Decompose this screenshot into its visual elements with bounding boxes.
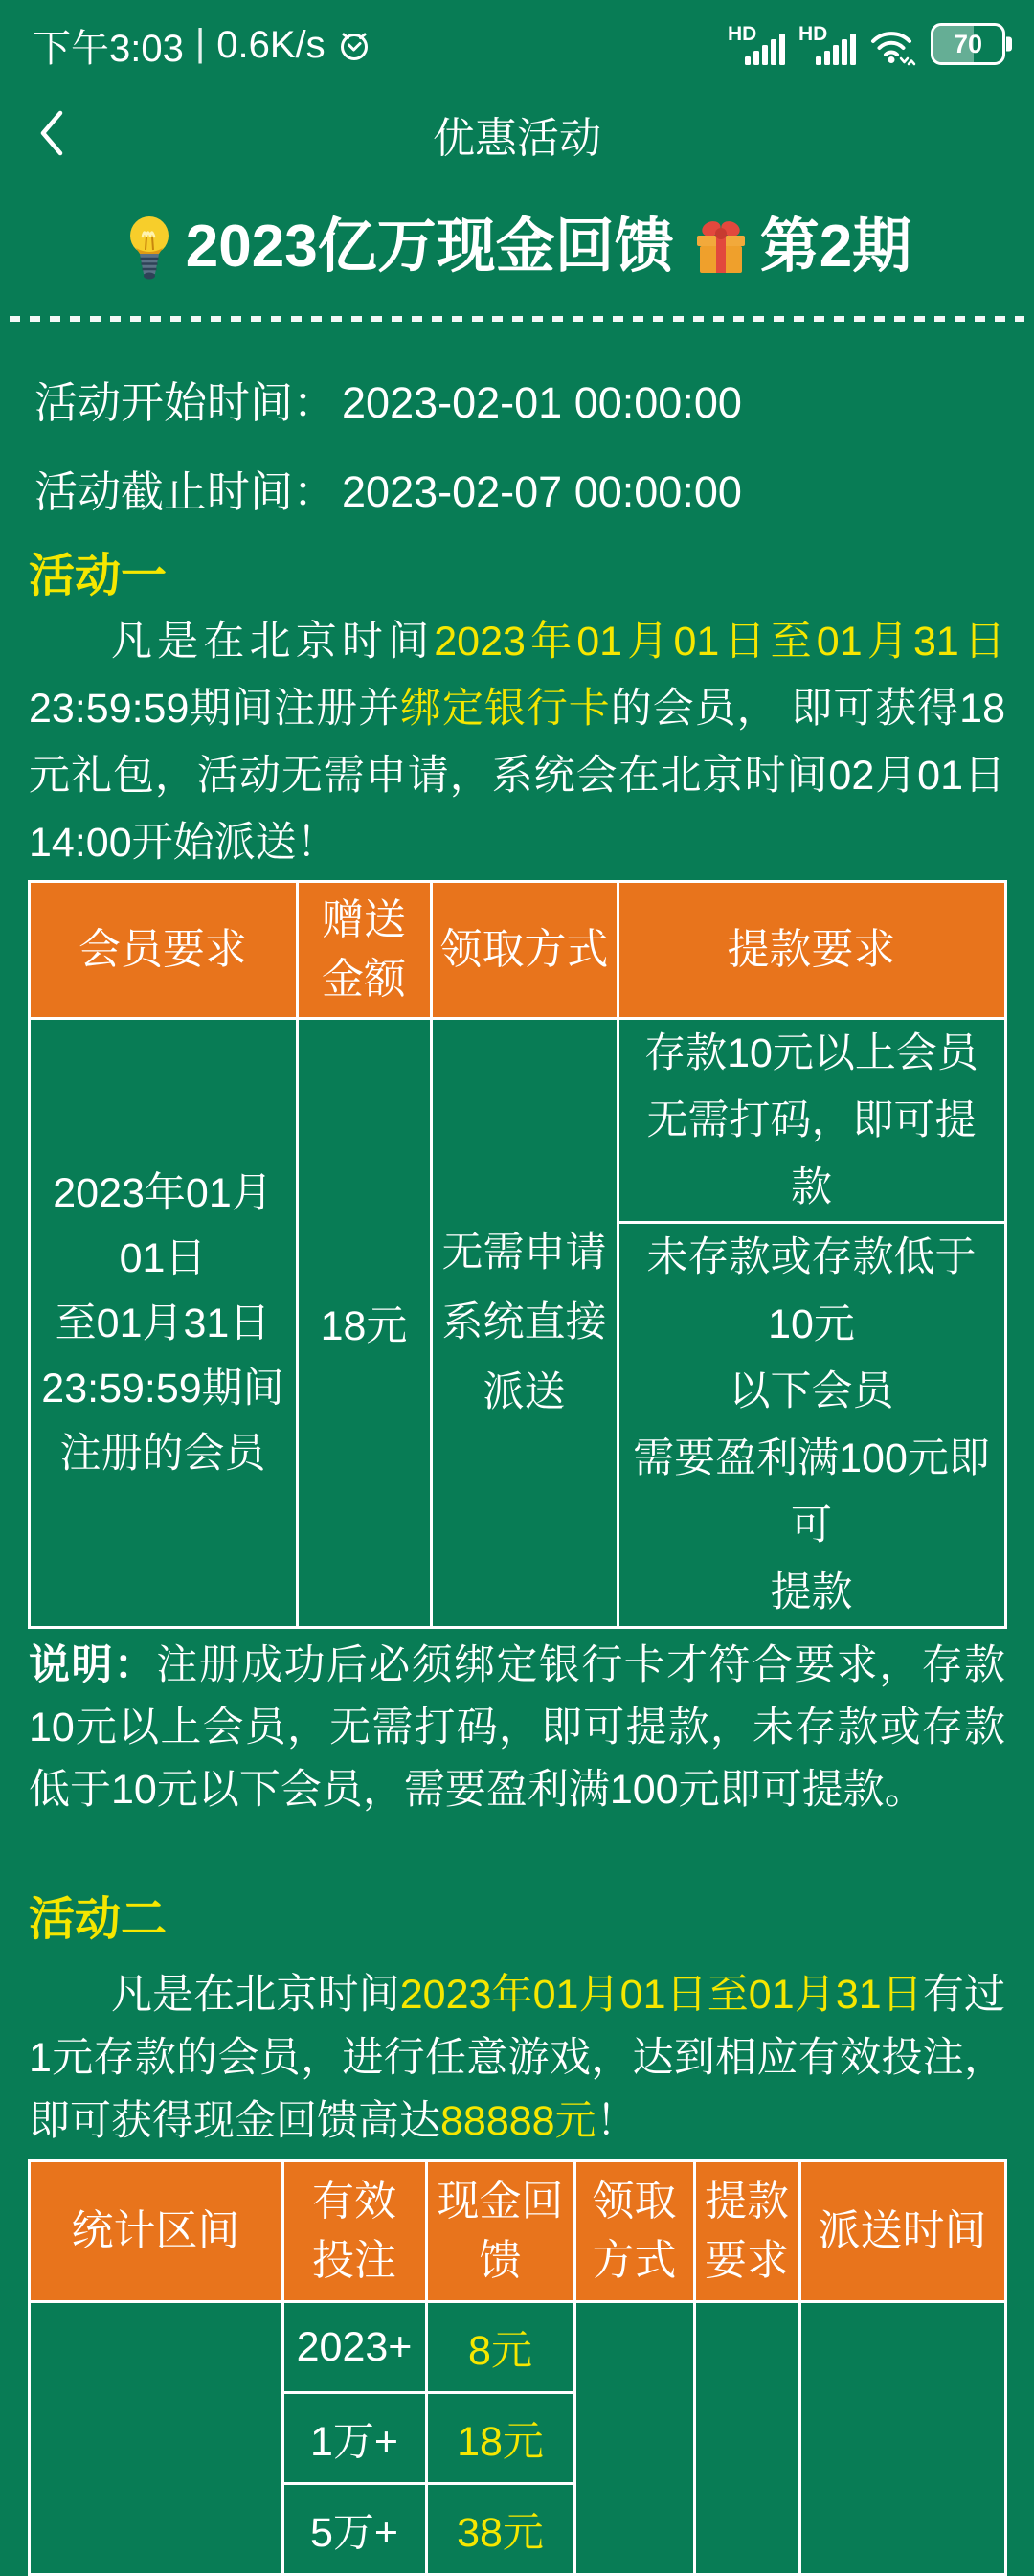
col-claim-method: 领取方式 xyxy=(574,2161,694,2302)
cell-valid-bet: 2023+ xyxy=(282,2302,426,2393)
clock-time: 下午3:03 xyxy=(33,27,184,70)
status-bar xyxy=(0,0,1034,77)
cell-withdraw-rule-1: 存款10元以上会员 无需打码，即可提款 xyxy=(618,1019,1005,1223)
activity1-table xyxy=(28,880,1007,1629)
schedule-block xyxy=(34,372,1000,524)
start-time-value: 2023-02-01 00:00:00 xyxy=(342,378,742,427)
col-member-requirement: 会员要求 xyxy=(29,882,297,1019)
col-delivery-time: 派送时间 xyxy=(799,2161,1005,2302)
start-time-label: 活动开始时间： xyxy=(34,378,337,427)
cell-stat-range xyxy=(29,2302,282,2575)
sim1-signal-icon: HD xyxy=(728,23,785,67)
wifi-icon xyxy=(869,27,917,67)
activity1-paragraph: 凡是在北京时间2023年01月01日至01月31日23:59:59期间注册并绑定银行卡的会员， 即可获得18元礼包，活动无需申请，系统会在北京时间02月01日14:00开始派送！ xyxy=(29,619,1005,866)
activity2-table-header-row xyxy=(29,2161,1005,2302)
highlighted-bind-card: 绑定银行卡 xyxy=(400,686,611,732)
highlighted-date-range: 2023年01月01日至01月31日 xyxy=(434,619,1005,665)
activity2-paragraph: 凡是在北京时间2023年01月01日至01月31日有过1元存款的会员，进行任意游戏，达到相应有效投注，即可获得现金回馈高达88888元！ xyxy=(29,1972,1006,2144)
status-divider: | xyxy=(194,21,206,64)
dashed-divider xyxy=(10,316,1024,322)
col-cashback: 现金回馈 xyxy=(426,2161,574,2302)
page-title: 优惠活动 xyxy=(433,115,601,162)
banner-title-issue: 第2期 xyxy=(759,214,912,280)
nav-bar xyxy=(0,77,1034,192)
cell-cashback: 18元 xyxy=(426,2393,574,2484)
col-withdraw-requirement: 提款要求 xyxy=(618,882,1005,1019)
cell-claim-method xyxy=(574,2302,694,2575)
cell-valid-bet: 5万+ xyxy=(282,2484,426,2575)
network-speed: 0.6K/s xyxy=(216,23,326,66)
battery-percent: 70 xyxy=(953,29,983,58)
banner-title-main: 2023亿万现金回馈 xyxy=(185,214,674,280)
light-bulb-icon xyxy=(123,214,176,281)
cell-gift-amount: 18元 xyxy=(297,1019,431,1628)
battery-indicator xyxy=(931,23,1005,65)
highlighted-max-cashback: 88888元 xyxy=(440,2098,596,2144)
note-label: 说明： xyxy=(29,1642,157,1688)
gift-icon xyxy=(691,217,751,277)
col-claim-method: 领取方式 xyxy=(431,882,618,1019)
activity2-section xyxy=(0,1888,1034,2576)
sim2-signal-icon: HD xyxy=(798,23,856,67)
activity1-note: 说明：注册成功后必须绑定银行卡才符合要求，存款10元以上会员，无需打码，即可提款，未存款或存款低于10元以下会员，需要盈利满100元即可提款。 xyxy=(29,1642,1006,1813)
table-row xyxy=(29,1019,1005,1223)
highlighted-date-range: 2023年01月01日至01月31日 xyxy=(399,1972,923,2018)
end-time-row xyxy=(34,461,1000,524)
promo-content[interactable] xyxy=(0,207,1034,2576)
cell-withdraw-requirement xyxy=(694,2302,799,2575)
cell-delivery-time xyxy=(799,2302,1005,2575)
banner-title xyxy=(0,207,1034,287)
activity1-heading: 活动一 xyxy=(29,551,168,601)
col-gift-amount: 赠送金额 xyxy=(297,882,431,1019)
end-time-label: 活动截止时间： xyxy=(34,467,337,516)
activity1-section xyxy=(0,545,1034,1821)
alarm-icon xyxy=(337,28,371,62)
cell-cashback: 8元 xyxy=(426,2302,574,2393)
col-valid-bet: 有效投注 xyxy=(282,2161,426,2302)
table-row xyxy=(29,2302,1005,2393)
end-time-value: 2023-02-07 00:00:00 xyxy=(342,467,742,516)
col-stat-range: 统计区间 xyxy=(29,2161,282,2302)
cell-withdraw-rule-2: 未存款或存款低于10元 以下会员 需要盈利满100元即可 提款 xyxy=(618,1223,1005,1628)
cell-claim-method: 无需申请 系统直接 派送 xyxy=(431,1019,618,1628)
activity1-table-header-row xyxy=(29,882,1005,1019)
cell-cashback: 38元 xyxy=(426,2484,574,2575)
col-withdraw-requirement: 提款要求 xyxy=(694,2161,799,2302)
chevron-left-icon xyxy=(34,105,67,164)
back-button[interactable] xyxy=(34,105,77,163)
activity2-heading: 活动二 xyxy=(29,1894,168,1945)
activity2-table xyxy=(28,2159,1007,2576)
cell-member-requirement: 2023年01月 01日 至01月31日 23:59:59期间 注册的会员 xyxy=(29,1019,297,1628)
cell-valid-bet: 1万+ xyxy=(282,2393,426,2484)
start-time-row xyxy=(34,372,1000,435)
